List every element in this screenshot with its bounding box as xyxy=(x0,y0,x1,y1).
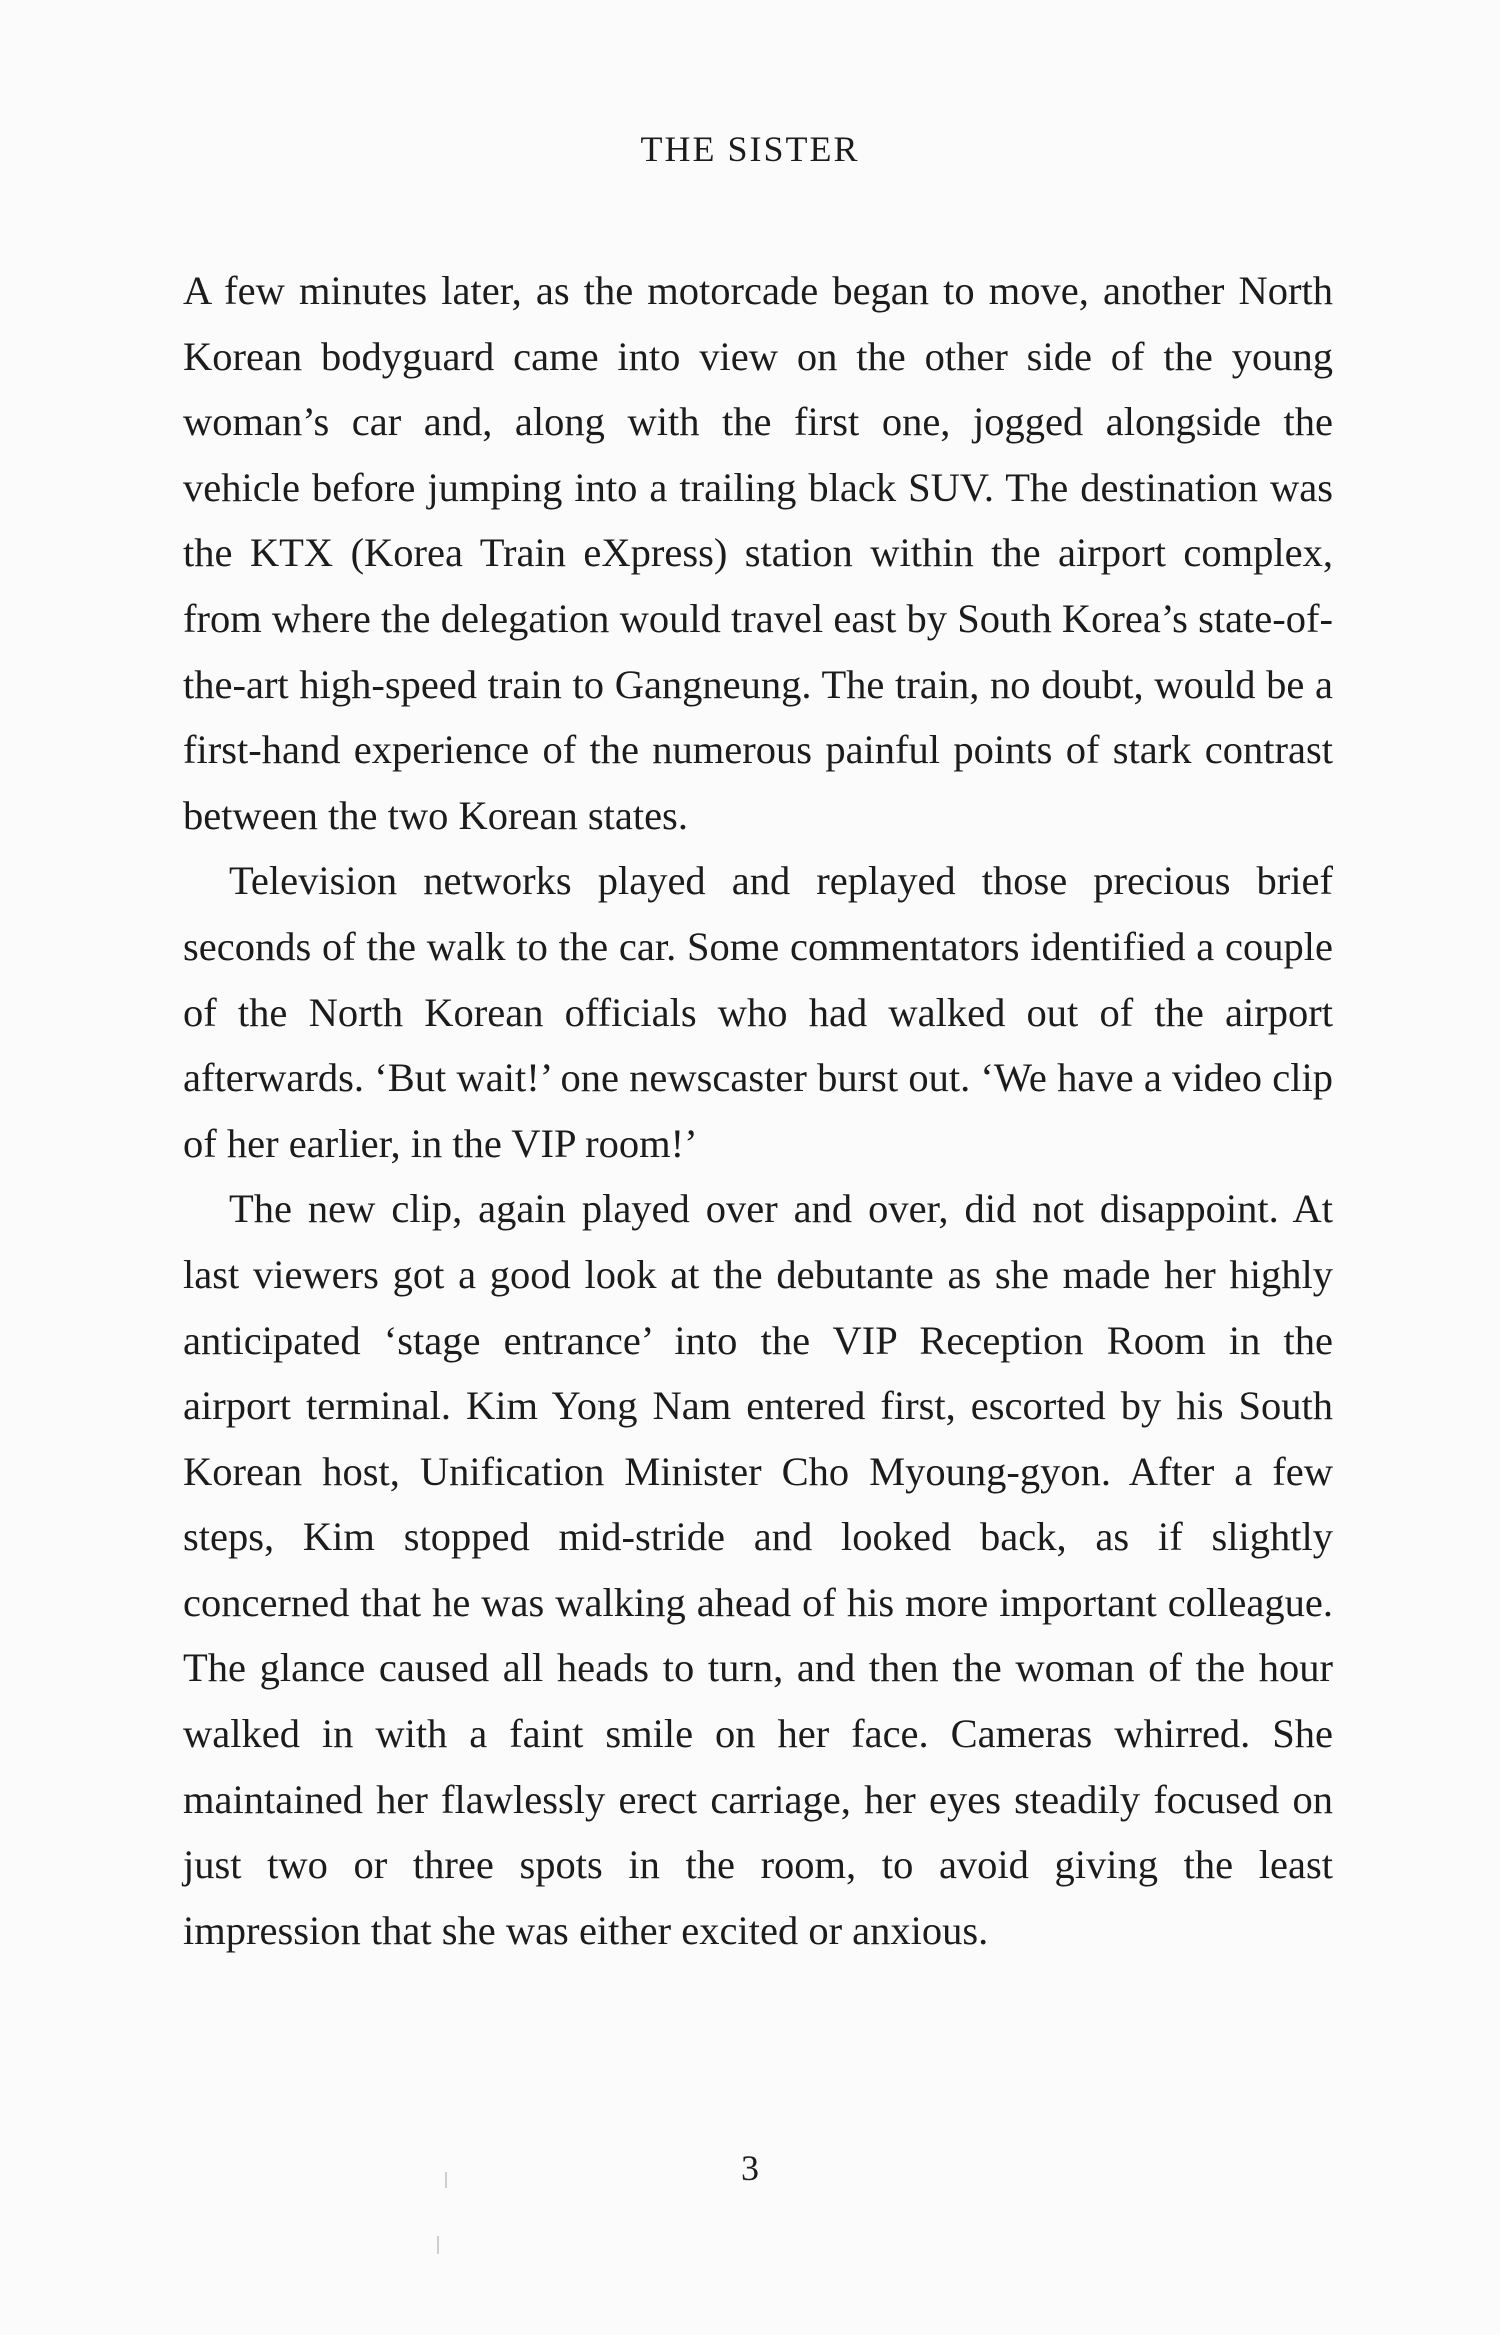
paragraph: A few minutes later, as the motorcade began to move, another North Korean bodyguard came into view on the other side of the young woman’s car and, along with the first one, jogged alongside the vehicle before jumping into a trailing black SUV. The destination was the KTX (Korea Train eXpress) station within the airport complex, from where the delegation would travel east by South Korea’s state-of-the-art high-speed train to Gangneung. The train, no doubt, would be a first-hand experience of the numerous painful points of stark contrast between the two Korean states. xyxy=(183,268,1333,838)
page-number: 3 xyxy=(741,2148,759,2188)
paragraph: Television networks played and replayed those precious brief seconds of the walk to the car. Some commentators identified a couple of the North Korean officials who had walked out of the airport afterwards. ‘But wait!’ one newscaster burst out. ‘We have a video clip of her earlier, in the VIP room!’ xyxy=(183,858,1333,1166)
scan-speck xyxy=(445,2172,447,2188)
body-text xyxy=(183,258,1333,1963)
paragraph: The new clip, again played over and over, did not disappoint. At last viewers got a good look at the debutante as she made her highly anticipated ‘stage entrance’ into the VIP Reception Room in the airport terminal. Kim Yong Nam entered first, escorted by his South Korean host, Unification Minister Cho Myoung-gyon. After a few steps, Kim stopped mid-stride and looked back, as if slightly concerned that he was walking ahead of his more important colleague. The glance caused all heads to turn, and then the woman of the hour walked in with a faint smile on her face. Cameras whirred. She maintained her flawlessly erect carriage, her eyes steadily focused on just two or three spots in the room, to avoid giving the least impression that she was either excited or anxious. xyxy=(183,1186,1333,1953)
scan-speck xyxy=(437,2236,439,2254)
running-header: THE SISTER xyxy=(640,129,860,169)
